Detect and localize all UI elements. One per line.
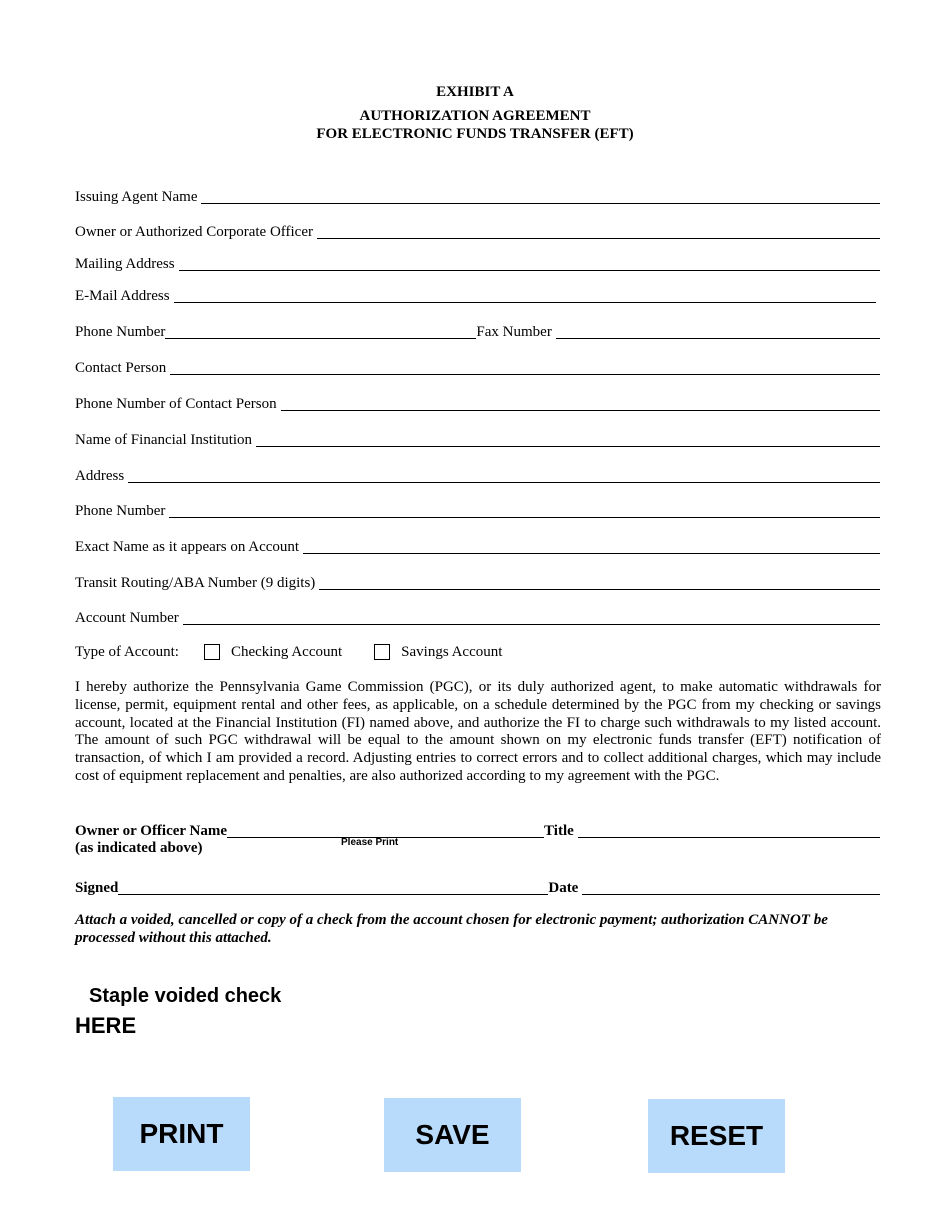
signed-field[interactable]: [118, 877, 548, 895]
fi-name-label: Name of Financial Institution: [75, 432, 253, 448]
account-name-row: [75, 536, 880, 556]
contact-phone-field[interactable]: [281, 393, 880, 411]
mailing-address-label: Mailing Address: [75, 256, 175, 272]
owner-officer-label: Owner or Authorized Corporate Officer: [75, 224, 313, 240]
contact-phone-label: Phone Number of Contact Person: [75, 396, 277, 412]
owner-name-row: [75, 820, 880, 840]
email-field[interactable]: [174, 285, 876, 303]
account-name-field[interactable]: [303, 536, 880, 554]
email-label: E-Mail Address: [75, 288, 170, 304]
fi-address-label: Address: [75, 468, 125, 484]
phone-fax-row: [75, 321, 880, 341]
as-indicated-label: (as indicated above): [75, 840, 203, 856]
authorization-text: I hereby authorize the Pennsylvania Game Commission (PGC), or its duly authorized agent, to make automatic withdrawals for license, permit, equipment rental and other fees, as applicable, on a schedule determined by the PGC from my checking or savings account, located at the Financial Institution (FI) named above, and authorize the FI to charge such withdrawals to my listed account. The amount of such PGC withdrawal will be equal to the amount shown on my electronic funds transfer (EFT) notification of transaction, of which I am provided a record. Adjusting entries to correct errors and to collect additional charges, which may include cost of equipment replacement and penalties, are also authorized according to my agreement with the PGC.: [75, 679, 881, 784]
contact-person-label: Contact Person: [75, 360, 167, 376]
account-number-row: [75, 607, 880, 627]
savings-checkbox[interactable]: [374, 644, 390, 660]
signed-label: Signed: [75, 880, 119, 896]
contact-phone-row: [75, 393, 880, 413]
routing-label: Transit Routing/ABA Number (9 digits): [75, 575, 316, 591]
print-button[interactable]: PRINT: [113, 1097, 250, 1171]
staple-line2: HERE: [75, 1013, 137, 1038]
exhibit-heading: EXHIBIT A: [436, 84, 514, 100]
attach-check-notice: Attach a voided, cancelled or copy of a check from the account chosen for electronic payment; authorization CANNOT be processed without this attached.: [75, 912, 828, 946]
checking-checkbox[interactable]: [204, 644, 220, 660]
date-label: Date: [548, 880, 579, 896]
fi-phone-field[interactable]: [169, 500, 880, 518]
phone-label: Phone Number: [75, 324, 166, 340]
form-title-line1: AUTHORIZATION AGREEMENT: [359, 108, 591, 124]
signed-row: [75, 877, 880, 897]
please-print-note: Please Print: [341, 837, 399, 848]
staple-line1: Staple voided check: [89, 985, 282, 1007]
phone-field[interactable]: [165, 321, 476, 339]
owner-officer-field[interactable]: [317, 221, 880, 239]
fi-name-row: [75, 429, 880, 449]
contact-person-field[interactable]: [170, 357, 880, 375]
issuing-agent-row: [75, 186, 880, 206]
account-number-field[interactable]: [183, 607, 880, 625]
fi-phone-label: Phone Number: [75, 503, 166, 519]
issuing-agent-field[interactable]: [201, 186, 880, 204]
routing-field[interactable]: [319, 572, 880, 590]
owner-officer-row: [75, 221, 880, 241]
fax-field[interactable]: [556, 321, 880, 339]
owner-name-label: Owner or Officer Name: [75, 823, 228, 839]
account-number-label: Account Number: [75, 610, 179, 626]
title-label: Title: [544, 823, 574, 839]
fi-address-field[interactable]: [128, 465, 880, 483]
email-row: [75, 285, 876, 305]
checking-label: Checking Account: [230, 643, 343, 660]
account-type-label: Type of Account:: [75, 643, 179, 660]
account-type-row: [75, 642, 502, 662]
account-name-label: Exact Name as it appears on Account: [75, 539, 300, 555]
fax-label: Fax Number: [476, 324, 552, 340]
save-button[interactable]: SAVE: [384, 1098, 521, 1172]
savings-label: Savings Account: [401, 643, 503, 660]
reset-button[interactable]: RESET: [648, 1099, 785, 1173]
issuing-agent-label: Issuing Agent Name: [75, 189, 198, 205]
title-field[interactable]: [578, 820, 880, 838]
fi-name-field[interactable]: [256, 429, 880, 447]
form-title-line2: FOR ELECTRONIC FUNDS TRANSFER (EFT): [316, 126, 634, 142]
fi-address-row: [75, 465, 880, 485]
mailing-address-row: [75, 253, 880, 273]
owner-name-field[interactable]: [227, 820, 544, 838]
fi-phone-row: [75, 500, 880, 520]
routing-row: [75, 572, 880, 592]
contact-person-row: [75, 357, 880, 377]
date-field[interactable]: [582, 877, 880, 895]
mailing-address-field[interactable]: [179, 253, 880, 271]
